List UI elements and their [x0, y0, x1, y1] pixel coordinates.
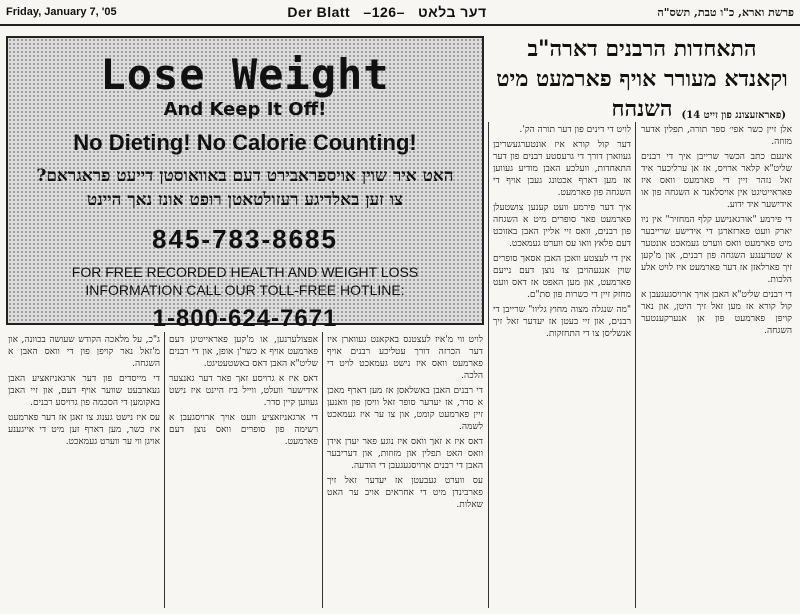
header-paper-name-yiddish: דער בלאט	[418, 4, 487, 20]
column-divider	[488, 122, 489, 608]
paragraph: ג"כ, על מלאכה הקודש שעושה בכוונה, און מ'זאל נאר קויפן פון די וואס האבן א השגחה.	[8, 335, 160, 369]
paragraph: איך דער פירמע וועט קענען צושטעלן פארמעט פאר סופרים מיט א השגחה פון רבנים, וואס זיי אליין האבן באזוכט דעם פלאץ וואו עס ווערט געמאכט.	[493, 203, 631, 249]
header-weekly-portion: פרשת וארא, כ"ו טבת, תשס"ה	[657, 5, 794, 19]
paragraph: דאס איז א גרויסע זאך פאר דער גאנצער אידישער וועלט, ווייל ביז היינט איז נישט געווען קיין סדר.	[169, 374, 318, 408]
article-column-3	[327, 334, 483, 608]
article-byline: (פאראזעצונג פון זייט 14)	[681, 110, 786, 121]
ad-info-text: FOR FREE RECORDED HEALTH AND WEIGHT LOSS INFORMATION CALL OUR TOLL-FREE HOTLINE:	[71, 264, 419, 298]
ad-title: Lose Weight	[100, 50, 390, 99]
column-divider	[322, 332, 323, 608]
header-date: Friday, January 7, '05	[6, 6, 117, 18]
article-column-1	[641, 124, 792, 608]
ad-subtitle: And Keep It Off!	[163, 99, 327, 120]
paragraph: דאס איז א זאך וואס איז נוגע פאר יעדן אידן וואס האט תפלין און מזוזות, און דעריבער האבן די רבנים ארויסגעגעבן די הודעה.	[327, 437, 483, 471]
ad-tollfree-number: 1-800-624-7671	[152, 305, 338, 332]
article-headline: התאחדות הרבנים דארה"ב וקאנדא מעורר אויף פארמעט מיט השנהח	[496, 36, 788, 122]
header-page-number: 126	[371, 4, 397, 20]
weight-loss-ad	[6, 36, 484, 332]
article-column-4	[169, 334, 318, 608]
header-masthead: Der Blatt –126– דער בלאט	[287, 4, 487, 20]
paragraph: אלן זיין כשר אפי׳ ספר תורה, תפלין אדער מזוזה.	[641, 125, 792, 147]
paragraph: די רבנים שליט"א האבן אויך ארויסגעגעבן א קול קורא אז מען זאל זיך היטן, און נאר קויפן פארמעט פון אן אנערקענטער השגחה.	[641, 290, 792, 336]
paragraph: לויט די דינים פון דער תורה הק'.	[519, 125, 631, 135]
column-divider	[635, 122, 636, 608]
header-paper-name: Der Blatt	[287, 4, 351, 20]
article-column-5	[8, 334, 160, 608]
column-divider	[164, 332, 165, 608]
paragraph: די מייסדים פון דער ארגאניזאציע האבן געארבעט שווער אויף דעם, און זיי האבן באקומען די הסכמה פון גרויסע רבנים.	[8, 374, 160, 408]
paragraph: עס איז נישט גענוג צו זאגן אז דער פארמעט איז כשר, מען דארף זען מיט די אייגענע אויגן ווי ער ווערט געמאכט.	[8, 413, 160, 447]
paragraph: "מה שנגלה מצוה מחוץ גליוו" שרייבן די רבנים, און זיי בעטן אז יעדער זאל זיך אנשליסן צו די התחזקות.	[493, 305, 631, 339]
page-header	[0, 0, 800, 26]
ad-tagline: No Dieting! No Calorie Counting!	[73, 130, 417, 155]
ad-yiddish-line-2: צו זען באלדיגע רעזולטאטן רופט אונז נאך היינט	[86, 190, 404, 210]
paragraph: די רבנים האבן באשלאסן אז מען דארף מאכן א סדר, אז יעדער סופר זאל וויסן פון וואנען זיין פארמעט קומט, און צו ער איז געמאכט לשמה.	[327, 386, 483, 432]
paragraph: די פירמע "אורגאנישע קלף המחזיר" אין ניו יארק וועט פארזארגן די אידישע שרייבער מיט פארמעט וואס ווערט געמאכט אונטער א שטרענגע השגחה פון רבנים, און מ'קען זיך פארלאזן אז דער פארמעט איז לויט אלע הלכות.	[641, 215, 792, 285]
paragraph: עס ווערט געבעטן אז יעדער זאל זיך פארבינדן מיט די אחראים אויב ער האט שאלות.	[327, 476, 483, 510]
paragraph: אפצולערנען, או מ'קען פאראייטיגן דעם פארמעט אויף א כשר'ן אופן, און די רבנים שליט"א האבן דאס באשטעטיגט.	[169, 335, 318, 369]
ad-yiddish-line-1: האט איר שוין אויספראבירט דעם באוואוסטן דייעט פראגראם?	[36, 166, 454, 186]
ad-phone-number: 845-783-8685	[152, 224, 338, 254]
paragraph: אין די לעצטע וואכן האבן אסאך סופרים שוין אנגעהויבן צו נוצן דעם נייעם פארמעט, און מען האפט אז דאס וועט מחזק זיין די כשרות פון סת"ם.	[493, 254, 631, 300]
paragraph: לויט ווי מ'איז לעצטנס באקאנט געווארן איז דער הכרזה דורך עטליכע רבנים אויף פארמעט וואס איז נישט געמאכט לויט די הלכה.	[327, 335, 483, 381]
paragraph: אינעם כתב הכשר שרייבן איך די רבנים שליט"א קלאר ארויס, אז אן ערליכער איד זאל נזהר זיין די פארמעט וואס איז פאראייטיגט אין אויסלאנד א השגחה פון או אידישער איד ידוע.	[641, 152, 792, 210]
article-column-2	[493, 124, 631, 608]
paragraph: דער קול קורא איז אונטערגעשריבן געווארן דורך די גרעסטע רבנים פון דער התאחדות, וועלכע האבן מודיע געווען אז מען דארף אכטונג געבן אויף די השגחה פון פארמעט.	[493, 140, 631, 198]
paragraph: די ארגאניזאציע וועט אויך ארויסגעבן א רשימה פון סופרים וואס נוצן דעם פארמעט.	[169, 413, 318, 447]
ad-yiddish-text	[8, 164, 482, 212]
